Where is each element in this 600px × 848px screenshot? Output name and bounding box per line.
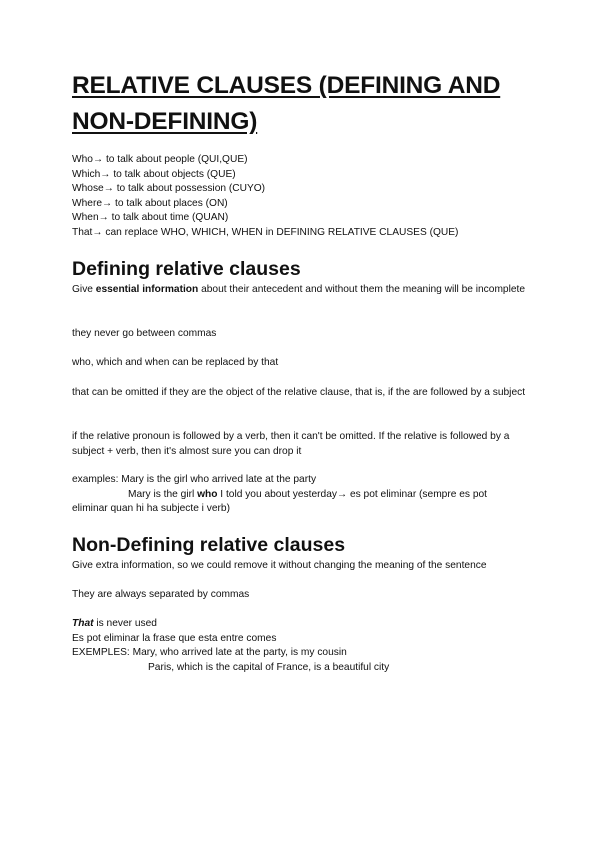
note-line: Es pot eliminar la frase que esta entre comes <box>72 632 277 644</box>
uses-list <box>72 153 542 241</box>
list-item: Who→ to talk about people (QUI,QUE) <box>72 154 248 165</box>
page-title: RELATIVE CLAUSES (DEFINING AND NON-DEFINING) <box>72 72 501 135</box>
defining-commas-note: they never go between commas <box>72 328 217 339</box>
example-emphasis: who <box>197 488 218 500</box>
example-line <box>72 488 534 503</box>
that-emphasis: That <box>72 618 94 629</box>
nondefining-definition: Give extra information, so we could remove it without changing the meaning of the sentence <box>72 560 487 571</box>
defining-omit-note: that can be omitted if they are the object of the relative clause, that is, if the are followed by a subject <box>72 387 526 398</box>
example-line: examples: Mary is the girl who arrived late at the party <box>72 474 317 485</box>
example-line: Paris, which is the capital of France, is a beautiful city <box>148 661 390 673</box>
list-item: When→ to talk about time (QUAN) <box>72 212 229 224</box>
note-text: is never used <box>93 618 157 629</box>
example-text: Mary is the girl <box>128 488 198 500</box>
example-line: EXEMPLES: Mary, who arrived late at the party, is my cousin <box>72 647 347 659</box>
list-item: Which→ to talk about objects (QUE) <box>72 168 236 180</box>
defining-heading: Defining relative clauses <box>72 258 301 280</box>
note-line <box>72 617 534 632</box>
example-line: eliminar quan hi ha subjecte i verb) <box>72 503 230 515</box>
definition-text: Give <box>72 284 96 295</box>
nondefining-notes <box>72 617 534 675</box>
nondefining-commas-note: They are always separated by commas <box>72 589 250 600</box>
defining-definition <box>72 283 534 298</box>
defining-replace-note: who, which and when can be replaced by that <box>72 357 279 368</box>
defining-verb-note: if the relative pronoun is followed by a verb, then it can't be omitted. If the relative is followed by a subject + verb, then it's almost sure you can drop it <box>72 431 510 457</box>
definition-emphasis: essential information <box>95 284 199 295</box>
list-item: That→ can replace WHO, WHICH, WHEN in DEFINING RELATIVE CLAUSES (QUE) <box>72 226 459 238</box>
list-item: Whose→ to talk about possession (CUYO) <box>72 183 266 195</box>
list-item: Where→ to talk about places (ON) <box>72 197 228 209</box>
defining-examples <box>72 473 534 517</box>
nondefining-heading: Non-Defining relative clauses <box>72 534 346 556</box>
definition-text-rest: about their antecedent and without them the meaning will be incomplete <box>198 284 526 295</box>
example-text-rest: I told you about yesterday→ es pot eliminar (sempre es pot <box>217 488 487 500</box>
